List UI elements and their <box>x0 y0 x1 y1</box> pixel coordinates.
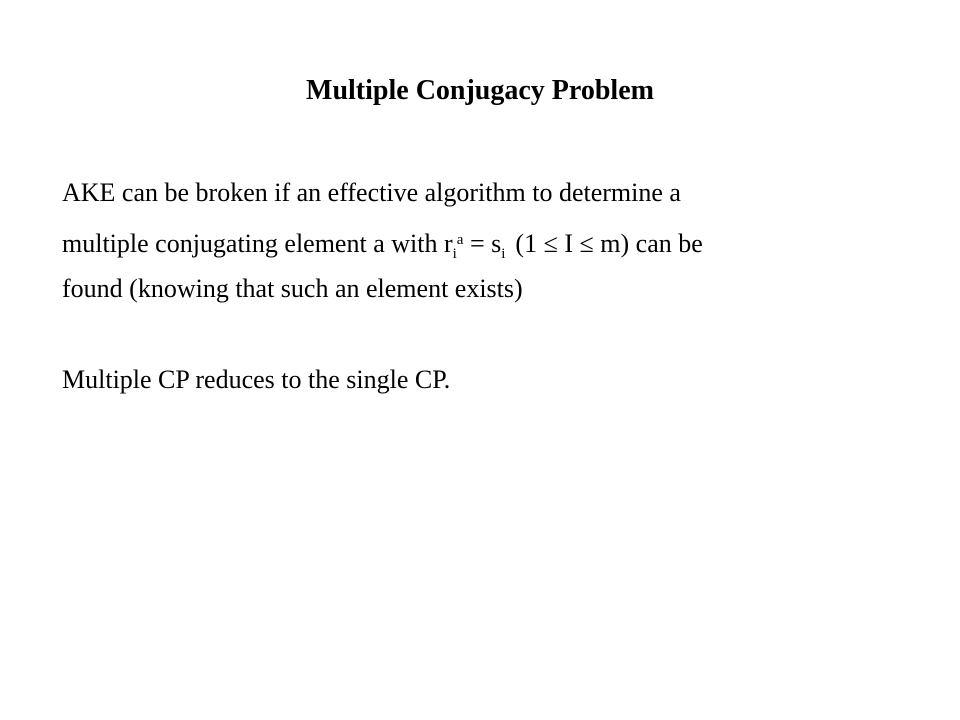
paragraph-line-3: found (knowing that such an element exists) <box>62 274 523 303</box>
index-condition: (1 ≤ I ≤ m) can be <box>515 229 703 258</box>
line-2-prefix: multiple conjugating element a with r <box>62 229 453 258</box>
paragraph-line-1: AKE can be broken if an effective algorithm to determine a <box>62 178 681 207</box>
slide-title: Multiple Conjugacy Problem <box>306 75 654 106</box>
r-subscript: i <box>452 246 457 262</box>
paragraph-line-2 <box>62 228 703 260</box>
paragraph-2: Multiple CP reduces to the single CP. <box>62 365 451 394</box>
s-subscript: i <box>501 246 506 262</box>
equals-s: = s <box>463 229 502 258</box>
r-superscript: a <box>456 232 464 248</box>
